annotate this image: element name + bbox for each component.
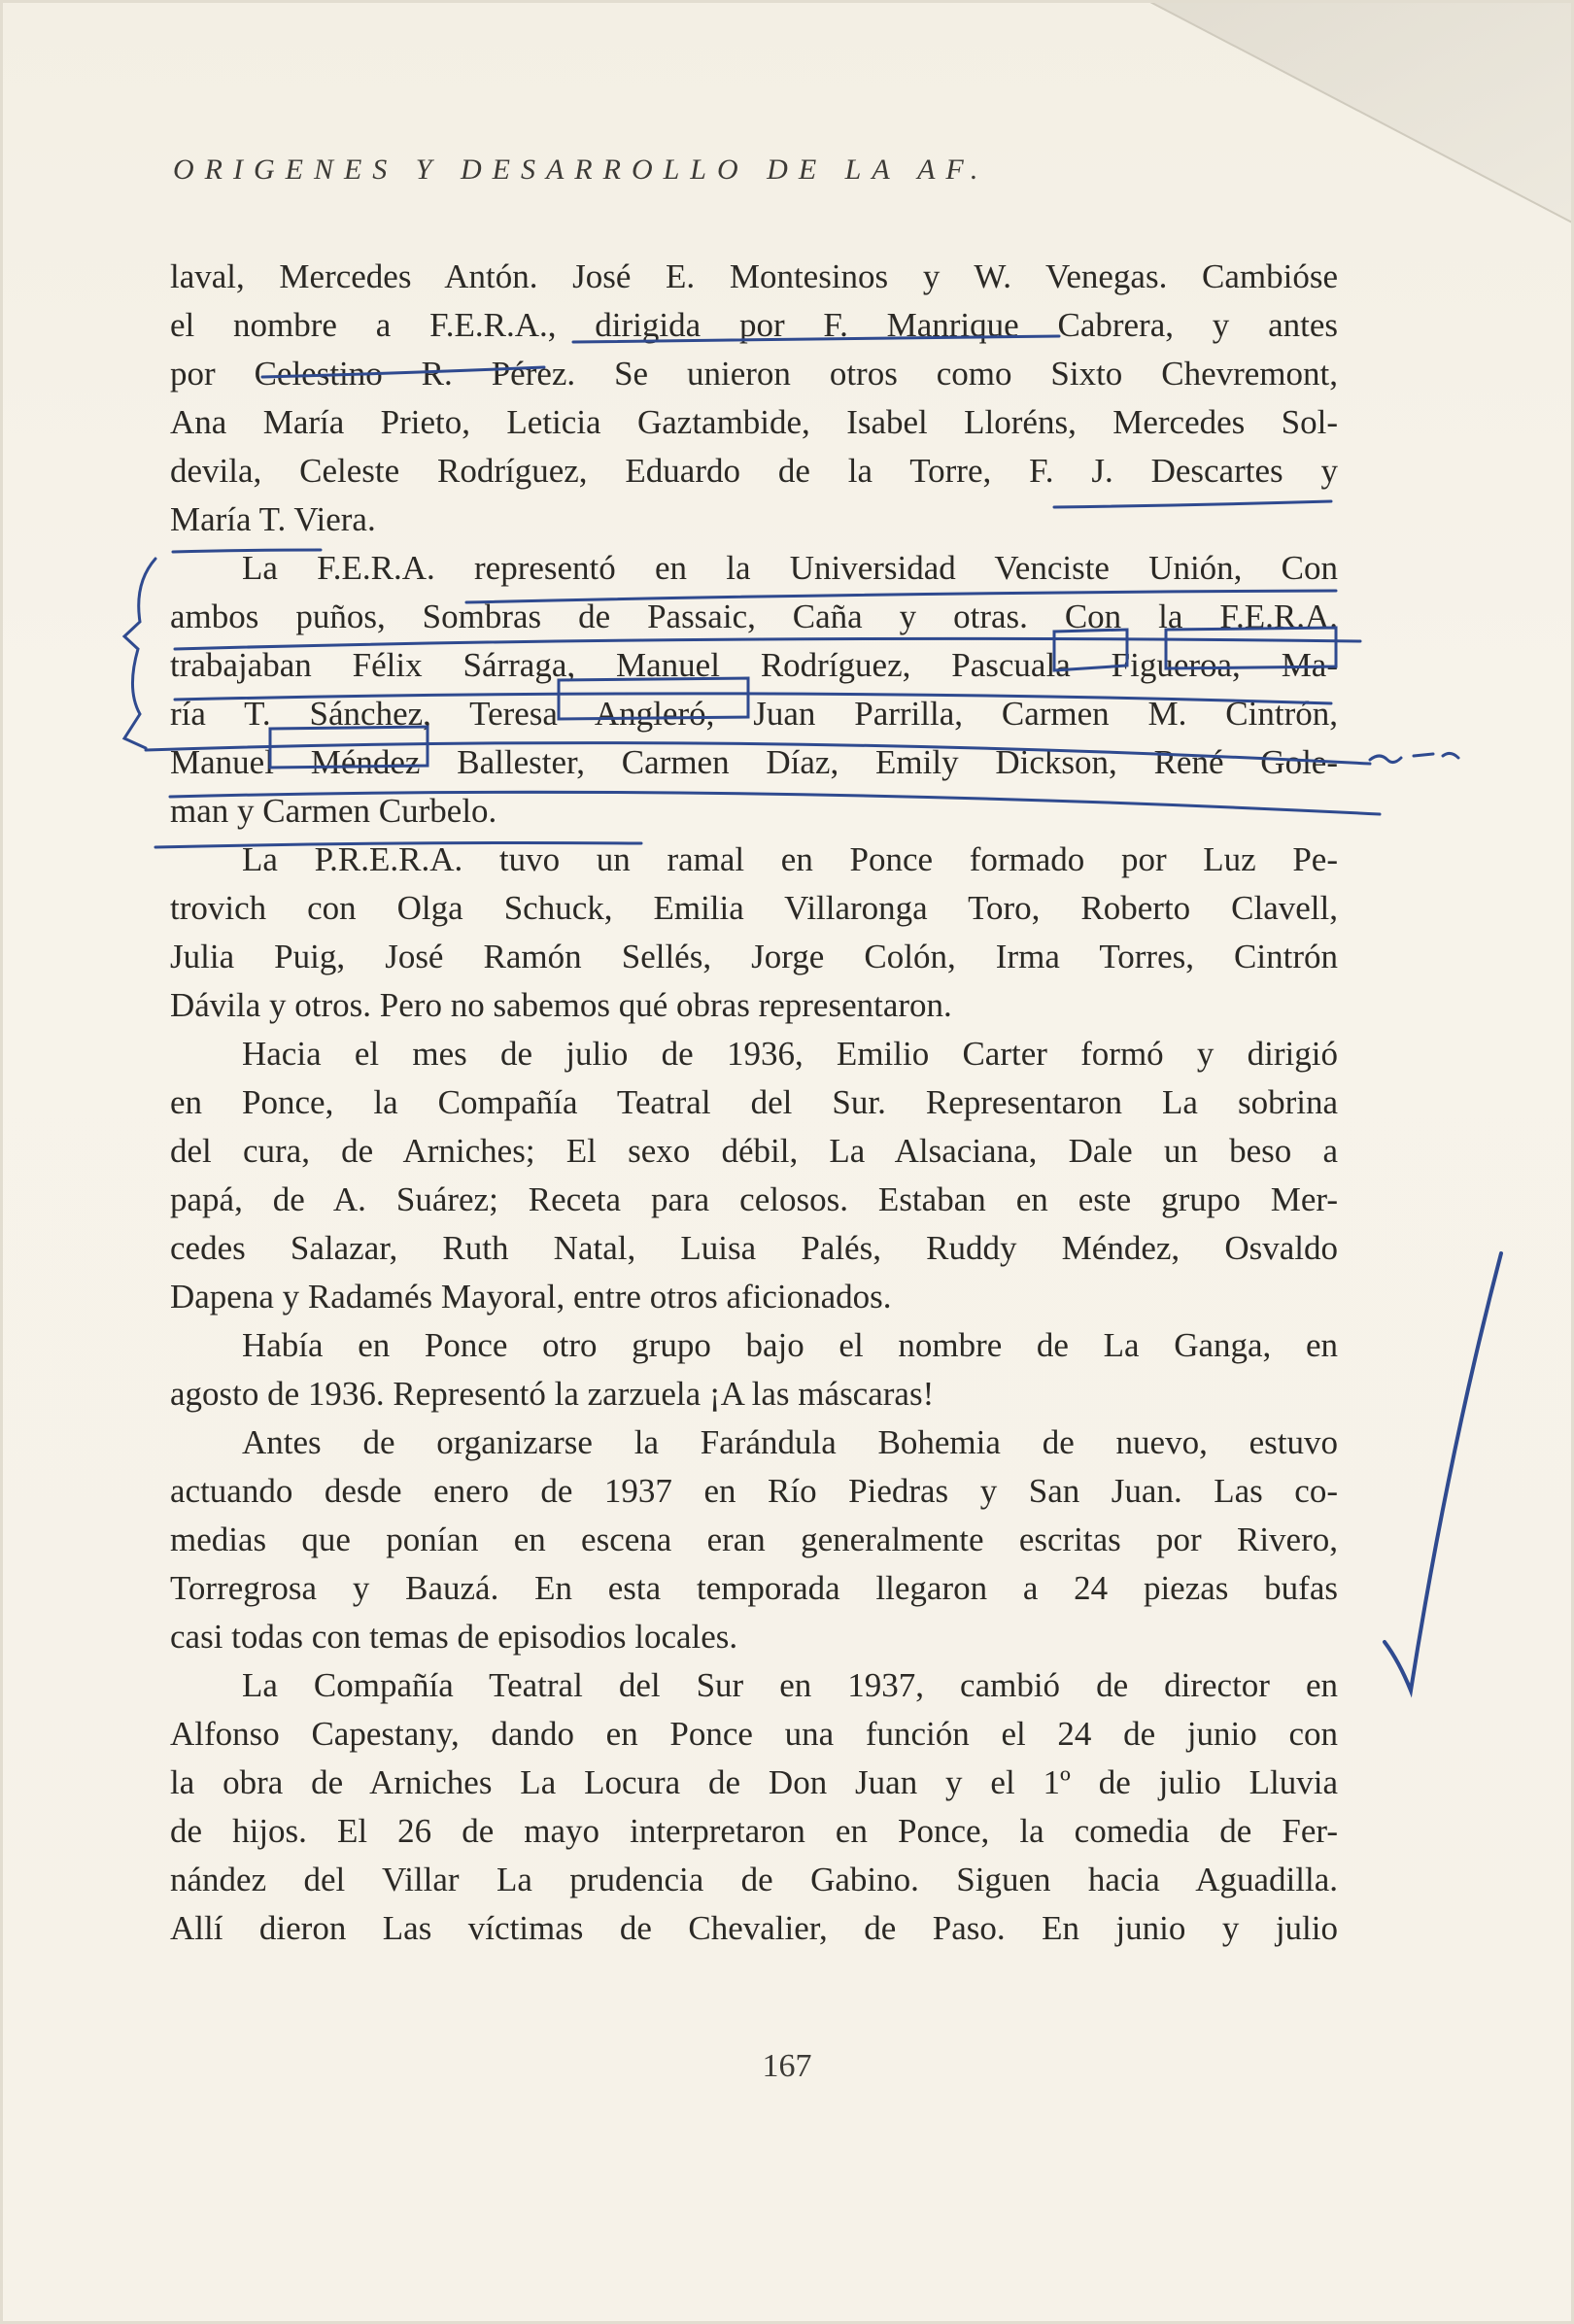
text-line: agosto de 1936. Representó la zarzuela ¡A las máscaras! [170,1375,935,1413]
text-line: del cura, de Arniches; El sexo débil, La Alsaciana, Dale un beso a [170,1132,1338,1170]
text-line: ría T. Sánchez, Teresa Angleró, Juan Parrilla, Carmen M. Cintrón, [170,695,1338,733]
text-line: nández del Villar La prudencia de Gabino. Siguen hacia Aguadilla. [170,1861,1338,1898]
text-line: Julia Puig, José Ramón Sellés, Jorge Colón, Irma Torres, Cintrón [170,938,1338,975]
paragraph-7 [170,1661,1338,1953]
page-number: 167 [762,2048,812,2084]
body-text [170,253,1338,1953]
text-line: Había en Ponce otro grupo bajo el nombre de La Ganga, en [242,1326,1338,1364]
text-line: Torregrosa y Bauzá. En esta temporada llegaron a 24 piezas bufas [170,1569,1338,1607]
text-line: Manuel Méndez Ballester, Carmen Díaz, Emily Dickson, René Gole- [170,743,1338,781]
text-line: casi todas con temas de episodios locales. [170,1618,738,1656]
text-line: ambos puños, Sombras de Passaic, Caña y otras. Con la F.E.R.A. [170,598,1338,635]
text-line: la obra de Arniches La Locura de Don Juan y el 1º de julio Lluvia [170,1763,1338,1801]
paragraph-3 [170,836,1338,1030]
text-line: medias que ponían en escena eran generalmente escritas por Rivero, [170,1521,1338,1558]
text-line: Dapena y Radamés Mayoral, entre otros aficionados. [170,1278,892,1316]
running-header: ORIGENES Y DESARROLLO DE LA AF. [173,154,989,186]
paragraph-5 [170,1321,1338,1418]
text-line: La Compañía Teatral del Sur en 1937, cambió de director en [242,1666,1338,1704]
text-line: La F.E.R.A. representó en la Universidad Venciste Unión, Con [242,549,1338,587]
text-line: man y Carmen Curbelo. [170,792,497,830]
text-line: Hacia el mes de julio de 1936, Emilio Carter formó y dirigió [242,1035,1338,1073]
text-line: Dávila y otros. Pero no sabemos qué obras representaron. [170,986,952,1024]
text-line: de hijos. El 26 de mayo interpretaron en Ponce, la comedia de Fer- [170,1812,1338,1850]
text-line: cedes Salazar, Ruth Natal, Luisa Palés, Ruddy Méndez, Osvaldo [170,1229,1338,1267]
paragraph-6 [170,1418,1338,1661]
text-line: el nombre a F.E.R.A., dirigida por F. Manrique Cabrera, y antes [170,306,1338,344]
text-line: trovich con Olga Schuck, Emilia Villaronga Toro, Roberto Clavell, [170,889,1338,927]
text-line: actuando desde enero de 1937 en Río Piedras y San Juan. Las co- [170,1472,1338,1510]
text-line: por Celestino R. Pérez. Se unieron otros como Sixto Chevremont, [170,355,1338,393]
text-line: en Ponce, la Compañía Teatral del Sur. Representaron La sobrina [170,1083,1338,1121]
text-line: devila, Celeste Rodríguez, Eduardo de la Torre, F. J. Descartes y [170,452,1338,490]
text-line: La P.R.E.R.A. tuvo un ramal en Ponce formado por Luz Pe- [242,840,1338,878]
text-line: Alfonso Capestany, dando en Ponce una función el 24 de junio con [170,1715,1338,1753]
paragraph-1 [170,253,1338,544]
text-line: Ana María Prieto, Leticia Gaztambide, Isabel Lloréns, Mercedes Sol- [170,403,1338,441]
text-line: Antes de organizarse la Farándula Bohemia de nuevo, estuvo [242,1423,1338,1461]
paragraph-2 [170,544,1338,836]
text-line: laval, Mercedes Antón. José E. Montesinos y W. Venegas. Cambióse [170,257,1338,295]
text-line: María T. Viera. [170,500,376,538]
text-line: papá, de A. Suárez; Receta para celosos. Estaban en este grupo Mer- [170,1180,1338,1218]
text-line: Allí dieron Las víctimas de Chevalier, de Paso. En junio y julio [170,1909,1338,1947]
text-line: trabajaban Félix Sárraga, Manuel Rodríguez, Pascuala Figueroa, Ma- [170,646,1338,684]
paragraph-4 [170,1030,1338,1321]
